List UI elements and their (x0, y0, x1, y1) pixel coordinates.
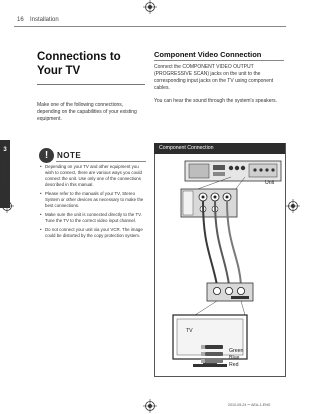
registration-mark-top (143, 0, 157, 14)
note-item: • Depending on your TV and other equipment you wish to connect, there are various ways you could connect the unit. Use only one of the connections described in this manual. (40, 164, 146, 188)
cable-plug-legend (201, 345, 223, 363)
page-number: 16 (17, 17, 24, 23)
unit-component-jacks (181, 189, 237, 217)
side-tab-number: 3 (3, 147, 7, 153)
header-divider (14, 26, 286, 27)
tv-component-input-jacks (207, 283, 253, 301)
cable-blue-label: Blue (229, 355, 240, 361)
cable-green-label: Green (229, 348, 244, 354)
print-footer: 2010-09-24 ꟷ AEA-1-ENG (228, 403, 271, 407)
note-item: • Make sure the unit is connected directly to the TV. Tune the TV to the correct video input channel. (40, 212, 146, 224)
diagram-title: Component Connection (154, 143, 285, 154)
tv-label: TV (186, 328, 193, 334)
side-tab-label: Installation (2, 160, 8, 184)
section-body-connect: Connect the COMPONENT VIDEO OUTPUT (PROGRESSIVE SCAN) jacks on the unit to the corresponding input jacks on the TV using component cables. (154, 64, 274, 91)
note-icon: ! (39, 148, 54, 163)
note-item: • Please refer to the manuals of your TV, Stereo System or other devices as necessary to make the best connections. (40, 191, 146, 209)
page-title: Connections to Your TV (37, 51, 121, 77)
note-list (40, 164, 146, 242)
intro-text: Make one of the following connections, depending on the capabilities of your existing equipment. (37, 102, 137, 122)
header-section-title: Installation (30, 17, 59, 23)
section-title: Component Video Connection (154, 50, 262, 59)
note-divider (56, 161, 146, 162)
diagram-illustration (155, 155, 284, 374)
unit-rear-panel-illustration (185, 161, 281, 181)
registration-mark-bottom (143, 399, 157, 413)
section-divider (154, 60, 284, 61)
title-divider (37, 84, 145, 85)
cable-red-label: Red (229, 362, 239, 368)
registration-mark-right (286, 199, 300, 213)
note-title: NOTE (57, 151, 82, 160)
section-body-sound: You can hear the sound through the system's speakers. (154, 98, 278, 104)
unit-label: Unit (265, 180, 275, 186)
note-item: • Do not connect your unit via your VCR. The image could be distorted by the copy protection system. (40, 227, 146, 239)
